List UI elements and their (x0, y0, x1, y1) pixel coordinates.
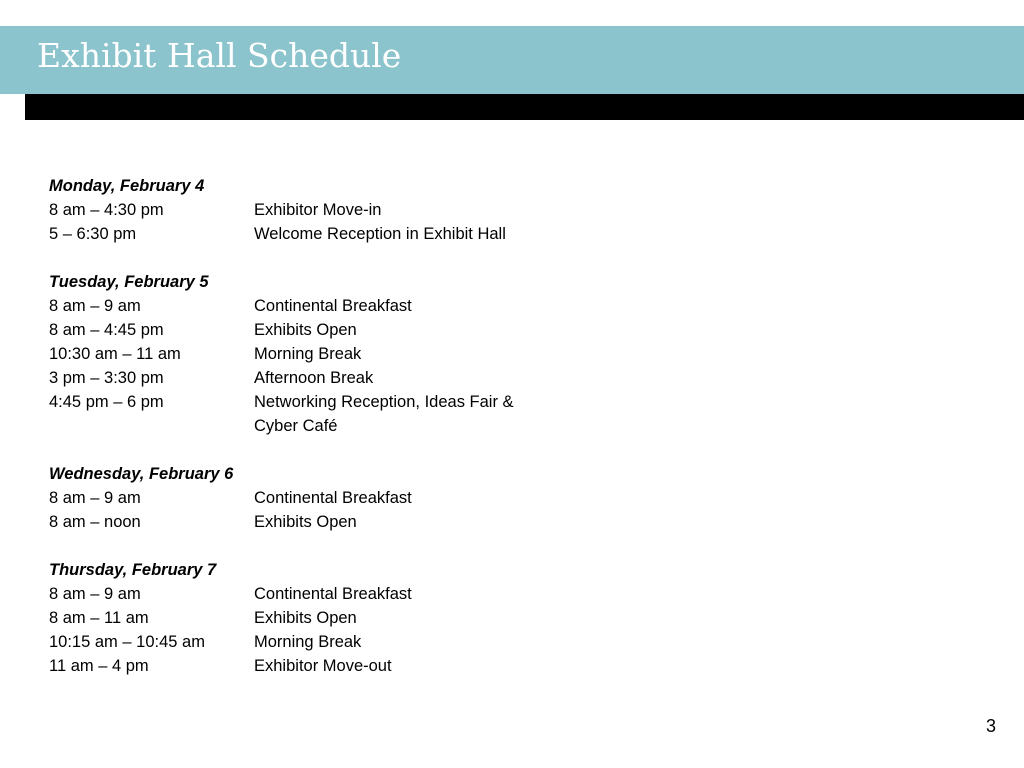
event-name: Exhibitor Move-in (254, 201, 382, 219)
event-time: 4:45 pm – 6 pm (49, 393, 164, 411)
event-time: 8 am – 11 am (49, 609, 149, 627)
schedule-row (49, 630, 609, 654)
event-time: 8 am – 9 am (49, 489, 141, 507)
divider-bar (25, 94, 1024, 120)
event-name: Afternoon Break (254, 369, 374, 387)
event-time: 10:15 am – 10:45 am (49, 633, 205, 651)
schedule-row (49, 606, 609, 630)
day-heading: Tuesday, February 5 (49, 273, 209, 291)
schedule-row (49, 294, 609, 318)
event-name: Continental Breakfast (254, 297, 412, 315)
event-name: Exhibits Open (254, 321, 357, 339)
day-heading: Monday, February 4 (49, 177, 205, 195)
day-heading: Thursday, February 7 (49, 561, 217, 579)
event-name: Exhibits Open (254, 609, 357, 627)
day-heading: Wednesday, February 6 (49, 465, 234, 483)
schedule-row (49, 318, 609, 342)
schedule-row (49, 390, 609, 438)
day-thursday (49, 558, 609, 678)
schedule-row (49, 582, 609, 606)
event-time: 5 – 6:30 pm (49, 225, 137, 243)
event-name: Continental Breakfast (254, 585, 412, 603)
event-time: 3 pm – 3:30 pm (49, 369, 164, 387)
event-time: 8 am – 4:45 pm (49, 321, 164, 339)
schedule-row (49, 342, 609, 366)
schedule-row (49, 198, 609, 222)
day-wednesday (49, 462, 609, 534)
slide-title: Exhibit Hall Schedule (37, 36, 402, 75)
event-name: Morning Break (254, 633, 362, 651)
event-time: 11 am – 4 pm (49, 657, 149, 675)
schedule (49, 174, 609, 702)
event-time: 8 am – 9 am (49, 585, 141, 603)
event-name: Exhibitor Move-out (254, 657, 392, 675)
schedule-row (49, 654, 609, 678)
day-tuesday (49, 270, 609, 438)
event-time: 8 am – noon (49, 513, 141, 531)
event-time: 10:30 am – 11 am (49, 345, 181, 363)
day-monday (49, 174, 609, 246)
event-name: Continental Breakfast (254, 489, 412, 507)
event-name: Networking Reception, Ideas Fair & Cyber Café (254, 393, 514, 435)
event-time: 8 am – 4:30 pm (49, 201, 164, 219)
schedule-row (49, 510, 609, 534)
schedule-row (49, 486, 609, 510)
schedule-row (49, 366, 609, 390)
page-number: 3 (985, 716, 996, 736)
schedule-row (49, 222, 609, 246)
event-name: Welcome Reception in Exhibit Hall (254, 225, 506, 243)
event-time: 8 am – 9 am (49, 297, 141, 315)
event-name: Exhibits Open (254, 513, 357, 531)
event-name: Morning Break (254, 345, 362, 363)
